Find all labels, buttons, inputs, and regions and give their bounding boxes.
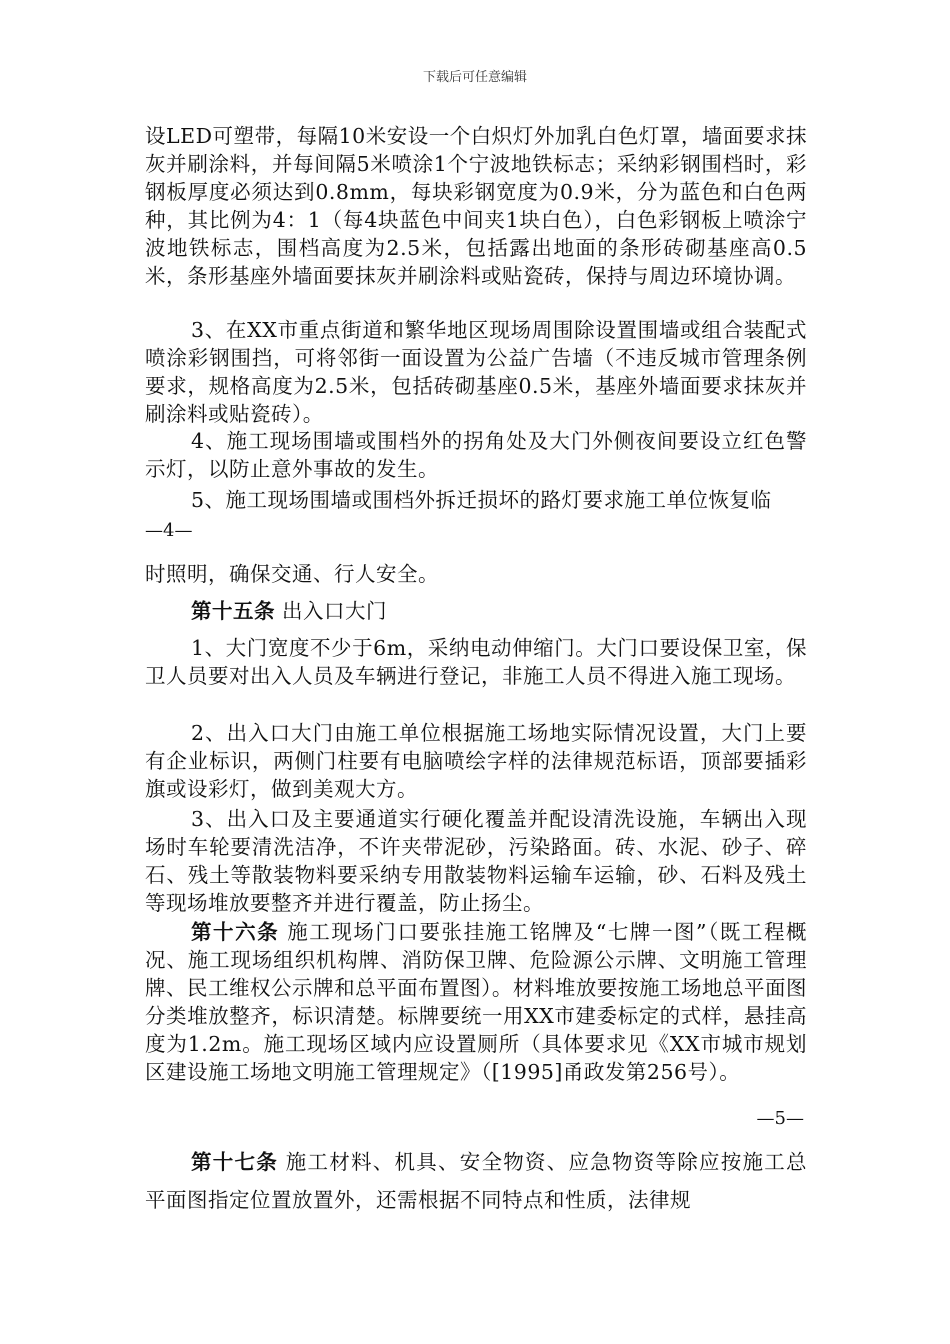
article-15-title: 第十五条 — [191, 599, 275, 623]
article-15-heading — [145, 597, 807, 625]
article-17 — [145, 1143, 807, 1219]
page-number-4: —4— — [145, 520, 193, 541]
article-17-title: 第十七条 — [191, 1150, 278, 1174]
article-16-text: 施工现场门口要张挂施工铭牌及“七牌一图”（既工程概况、施工现场组织机构牌、消防保卫牌、危险源公示牌、文明施工管理牌、民工维权公示牌和总平面布置图）。材料堆放要按施工场地总平面图分类堆放整齐，标识清楚。标牌要统一用XX市建委标定的式样，悬挂高度为1.2m。施工现场区域内应设置厕所（具体要求见《XX市城市规划区建设施工场地文明施工管理规定》（[1995]甬政发第256号）。 — [145, 920, 807, 1084]
paragraph-item-4: 4、施工现场围墙或围档外的拐角处及大门外侧夜间要设立红色警示灯，以防止意外事故的发生。 — [145, 429, 807, 481]
paragraph-gate-3: 3、出入口及主要通道实行硬化覆盖并配设清洗设施，车辆出入现场时车轮要清洗洁净，不许夹带泥砂，污染路面。砖、水泥、砂子、碎石、残土等散装物料要采纳专用散装物料运输车运输，砂、石料及残土等现场堆放要整齐并进行覆盖，防止扬尘。 — [145, 807, 807, 915]
page-number-5: —5— — [756, 1108, 804, 1129]
paragraph-continuation: 时照明，确保交通、行人安全。 — [145, 562, 439, 586]
article-16-title: 第十六条 — [191, 920, 280, 944]
article-15-text: 出入口大门 — [282, 599, 388, 623]
article-16 — [145, 918, 807, 1086]
paragraph-gate-1: 1、大门宽度不少于6m，采纳电动伸缩门。大门口要设保卫室，保卫人员要对出入人员及车辆进行登记，非施工人员不得进入施工现场。 — [145, 636, 807, 688]
paragraph-gate-2: 2、出入口大门由施工单位根据施工场地实际情况设置，大门上要有企业标识，两侧门柱要有电脑喷绘字样的法律规范标语，顶部要插彩旗或设彩灯，做到美观大方。 — [145, 721, 807, 801]
header-note: 下载后可任意编辑 — [422, 70, 527, 85]
paragraph-item-3: 3、在XX市重点街道和繁华地区现场周围除设置围墙或组合装配式喷涂彩钢围挡，可将邻街一面设置为公益广告墙（不违反城市管理条例要求，规格高度为2.5米，包括砖砌基座0.5米，基座外墙面要求抹灰并刷涂料或贴瓷砖）。 — [145, 318, 807, 426]
paragraph-fence-spec: 设LED可塑带，每隔10米安设一个白炽灯外加乳白色灯罩，墙面要求抹灰并刷涂料，并每间隔5米喷涂1个宁波地铁标志；采纳彩钢围档时，彩钢板厚度必须达到0.8mm，每块彩钢宽度为0.9米，分为蓝色和白色两种，其比例为4：1（每4块蓝色中间夹1块白色），白色彩钢板上喷涂宁波地铁标志，围档高度为2.5米，包括露出地面的条形砖砌基座高0.5米，条形基座外墙面要抹灰并刷涂料或贴瓷砖，保持与周边环境协调。 — [145, 124, 807, 288]
article-17-text: 施工材料、机具、安全物资、应急物资等除应按施工总平面图指定位置放置外，还需根据不同特点和性质，法律规 — [145, 1150, 807, 1212]
paragraph-item-5: 5、施工现场围墙或围档外拆迁损坏的路灯要求施工单位恢复临 — [191, 488, 772, 512]
